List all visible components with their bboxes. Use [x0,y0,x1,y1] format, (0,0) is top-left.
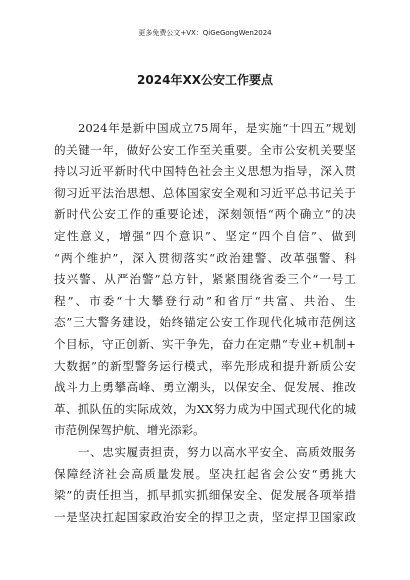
body-line: 2024年是新中国成立75周年，是实施“十四五”规划 [78,121,356,135]
document-body [54,118,356,528]
body-line: 持以习近平新时代中国特色社会主义思想为指导，深入贯 [54,164,356,179]
body-line: 的关键一年，做好公安工作至关重要。全市公安机关要坚 [54,142,356,157]
body-line: 革、抓队伍的实际成效，为XX努力成为中国式现代化的城 [54,401,356,416]
document-title: 2024年XX公安工作要点 [137,73,273,87]
body-line: 大数据”的新型警务运行模式，率先形成和提升新质公安 [54,358,356,373]
body-line: 保障经济社会高质量发展。坚决扛起省会公安“勇挑大 [54,466,356,481]
body-line: 新时代公安工作的重要论述，深刻领悟“两个确立”的决 [54,207,356,222]
body-line: 战斗力上勇攀高峰、勇立潮头，以保安全、促发展、推改 [54,380,356,395]
body-line: 程”、市委“十大攀登行动”和省厅“共富、共治、生 [54,293,356,308]
body-line: 彻习近平法治思想、总体国家安全观和习近平总书记关于 [54,185,356,200]
header-note: 更多免费公文+VX：QiGeGongWen2024 [138,29,272,37]
body-line: 一、忠实履责担责，努力以高水平安全、高质效服务 [78,444,356,459]
body-line: “两个维护”，深入贯彻落实“政治建警、改革强警、科 [54,250,356,265]
body-line: 市范例保驾护航、增光添彩。 [54,423,205,438]
body-line: 梁”的责任担当，抓早抓实抓细保安全、促发展各项举措 [54,488,356,503]
body-line: 一是坚决扛起国家政治安全的捍卫之责，坚定捍卫国家政 [54,509,356,524]
body-line: 态”三大警务建设，始终锚定公安工作现代化城市范例这 [54,315,356,330]
body-line: 个目标，守正创新、实干争先，奋力在定鼎“专业+机制+ [54,336,356,351]
body-line: 定性意义，增强“四个意识”、坚定“四个自信”、做到 [54,228,356,243]
body-line: 技兴警、从严治警”总方针，紧紧围绕省委三个“一号工 [54,272,356,287]
